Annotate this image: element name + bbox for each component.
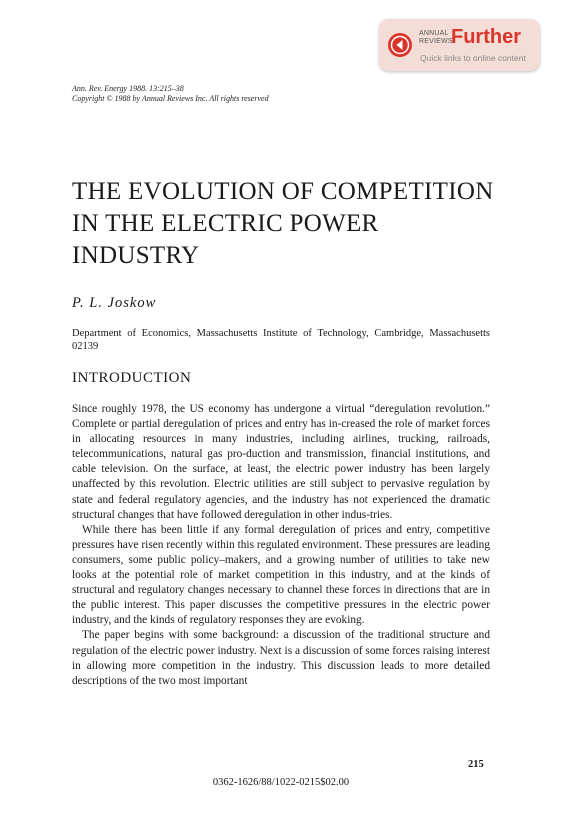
citation-line-journal: Ann. Rev. Energy 1988. 13:215–38 <box>72 84 184 93</box>
body-text <box>72 402 490 689</box>
paragraph: The paper begins with some background: a discussion of the traditional structure and regulation of the electric power industry. Next is a discussion of some forces raising interest in allowing more competition in the industry. This discussion leads to more detailed descriptions of the two most important <box>72 629 490 687</box>
paragraph: Since roughly 1978, the US economy has undergone a virtual “deregulation revolution.” Complete or partial deregulation of prices and entry has in-creased the role of market forces in allocating resources in many industries, including airlines, trucking, railroads, telecommunications, natural gas pro-duction and transmission, financial institutions, and cable television. On the surface, at least, the electric power industry has been largely unaffected by this revolution. Electric utilities are still subject to pervasive regulation by state and federal regulatory agencies, and the industry has not experienced the dramatic structural changes that have followed deregulation in other indus-tries. <box>72 403 490 521</box>
arrow-icon <box>387 32 413 58</box>
citation-line-copyright: Copyright © 1988 by Annual Reviews Inc. All rights reserved <box>72 94 269 103</box>
footer-code: 0362-1626/88/1022-0215$02.00 <box>212 777 350 788</box>
brand-further-text: Further <box>451 26 521 48</box>
author-affiliation: Department of Economics, Massachusetts Institute of Technology, Cambridge, Massachusetts 02139 <box>72 328 490 352</box>
article-title: THE EVOLUTION OF COMPETITION IN THE ELECTRIC POWER INDUSTRY <box>72 178 494 269</box>
paragraph: While there has been little if any formal deregulation of prices and entry, competitive pressures have risen recently within this regulated environment. These pressures are leading consumers, some public policy–makers, and a growing number of utilities to take new looks at the potential role of market competition in this industry, and at the kinds of structural and regulatory changes necessary to channel these forces in directions that are in the public interest. This paper discusses the competitive pressures in the electric power industry, and the kinds of regulatory responses they are evoking. <box>72 523 490 627</box>
badge-tagline: Quick links to online content <box>420 53 526 63</box>
page-number: 215 <box>468 759 484 770</box>
further-links-badge[interactable] <box>379 19 540 71</box>
citation <box>72 84 269 104</box>
brand-small-text: ANNUAL REVIEWS <box>419 30 453 45</box>
section-heading: INTRODUCTION <box>72 370 192 386</box>
author-name: P. L. Joskow <box>72 295 157 311</box>
